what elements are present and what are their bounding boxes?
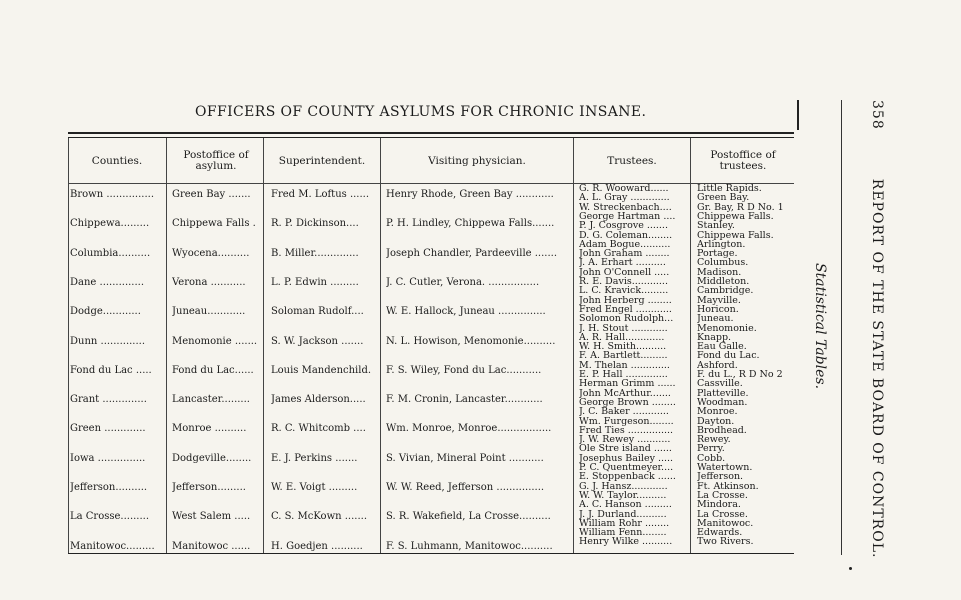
trustee-postoffice: Cobb. (697, 454, 726, 463)
trustee-postoffice: Platteville. (697, 389, 749, 398)
cell-post: Juneau............ (172, 306, 246, 317)
cell-phys: S. R. Wakefield, La Crosse.......... (386, 511, 551, 522)
trustee-name: George Brown ........ (579, 398, 676, 407)
trustee-postoffice: Rewey. (697, 435, 731, 444)
cell-sup: H. Goedjen .......... (271, 541, 363, 552)
trustee-name: D. G. Coleman........ (579, 231, 673, 240)
cell-phys: J. C. Cutler, Verona. ................ (386, 277, 540, 288)
cell-sup: L. P. Edwin ......... (271, 277, 359, 288)
trustee-postoffice: Cassville. (697, 379, 743, 388)
trustee-postoffice: Mindora. (697, 500, 741, 509)
cell-county: Fond du Lac ..... (70, 365, 152, 376)
trustee-postoffice: Madison. (697, 268, 742, 277)
cell-post: West Salem ..... (172, 511, 251, 522)
cell-phys: Henry Rhode, Green Bay ............ (386, 189, 554, 200)
cell-phys: Wm. Monroe, Monroe................. (386, 423, 552, 434)
cell-sup: W. E. Voigt ......... (271, 482, 358, 493)
cell-county: Brown ............... (70, 189, 155, 200)
trustee-name: J. A. Erhart .......... (579, 258, 666, 267)
trustee-name: A. L. Gray ............. (579, 193, 670, 202)
trustee-name: F. A. Bartlett......... (579, 351, 668, 360)
trustee-postoffice: La Crosse. (697, 510, 748, 519)
cell-post: Verona ........... (172, 277, 246, 288)
trustee-postoffice: Monroe. (697, 407, 738, 416)
trustee-name: J. C. Baker ............ (579, 407, 669, 416)
trustee-postoffice: Perry. (697, 444, 725, 453)
page-title: OFFICERS OF COUNTY ASYLUMS FOR CHRONIC INSANE. (195, 104, 647, 120)
running-head-text: REPORT OF THE STATE BOARD OF CONTROL. (869, 178, 885, 559)
column-divider (380, 138, 381, 553)
header-visiting-physician: Visiting physician. (428, 154, 526, 167)
trustee-name: A. C. Hanson ......... (579, 500, 672, 509)
trustee-postoffice: Gr. Bay, R D No. 1 (697, 203, 784, 212)
trustee-postoffice: Two Rivers. (697, 537, 754, 546)
cell-phys: N. L. Howison, Menomonie.......... (386, 336, 556, 347)
cell-post: Jefferson......... (172, 482, 246, 493)
trustee-postoffice: Cambridge. (697, 286, 754, 295)
cell-sup: James Alderson..... (271, 394, 366, 405)
trustee-postoffice: Brodhead. (697, 426, 747, 435)
trustee-name: W. Streckenbach.... (579, 203, 672, 212)
trustee-name: A. R. Hall............. (579, 333, 665, 342)
header-postoffice-asylum: Postoffice of asylum. (183, 149, 249, 172)
trustee-postoffice: Chippewa Falls. (697, 212, 774, 221)
trustee-name: William Fenn........ (579, 528, 667, 537)
section-label: Statistical Tables. (812, 263, 828, 390)
trustee-name: P. C. Quentmeyer.... (579, 463, 674, 472)
page-number: 358 (869, 100, 885, 130)
trustee-name: William Rohr ........ (579, 519, 670, 528)
cell-county: Green ............. (70, 423, 146, 434)
trustee-postoffice: Eau Galle. (697, 342, 747, 351)
cell-sup: Louis Mandenchild. (271, 365, 372, 376)
header-superintendent: Superintendent. (278, 154, 366, 167)
cell-county: La Crosse......... (70, 511, 150, 522)
cell-sup: R. P. Dickinson.... (271, 218, 359, 229)
trustee-name: Herman Grimm ...... (579, 379, 676, 388)
trustee-postoffice: Ashford. (697, 361, 738, 370)
trustee-name: P. J. Cosgrove ....... (579, 221, 668, 230)
header-trustees: Trustees. (607, 154, 657, 167)
cell-county: Chippewa......... (70, 218, 150, 229)
column-divider (690, 138, 691, 553)
trustee-postoffice: Fond du Lac. (697, 351, 760, 360)
trustee-postoffice: Juneau. (697, 314, 734, 323)
trustee-postoffice: Mayville. (697, 296, 741, 305)
cell-post: Chippewa Falls . (172, 218, 256, 229)
margin-rule (797, 100, 799, 130)
cell-county: Grant .............. (70, 394, 147, 405)
cell-county: Jefferson.......... (70, 482, 148, 493)
trustee-name: John O'Connell ..... (579, 268, 670, 277)
trustee-name: Henry Wilke .......... (579, 537, 673, 546)
trustee-name: R. E. Davis............ (579, 277, 668, 286)
trustee-name: Wm. Furgeson........ (579, 417, 674, 426)
trustee-name: Adam Bogue.......... (579, 240, 671, 249)
trustee-name: W. W. Taylor.......... (579, 491, 667, 500)
cell-post: Lancaster......... (172, 394, 250, 405)
margin-rule-long (841, 100, 842, 555)
trustee-postoffice: Green Bay. (697, 193, 750, 202)
cell-phys: F. M. Cronin, Lancaster............ (386, 394, 543, 405)
cell-county: Dodge............ (70, 306, 141, 317)
trustee-postoffice: Menomonie. (697, 324, 757, 333)
trustee-name: Fred Ties ............... (579, 426, 674, 435)
cell-phys: F. S. Wiley, Fond du Lac........... (386, 365, 542, 376)
trustee-name: John McArthur....... (579, 389, 671, 398)
cell-phys: Joseph Chandler, Pardeeville ....... (386, 248, 558, 259)
cell-phys: F. S. Luhmann, Manitowoc.......... (386, 541, 553, 552)
bottom-rule (68, 553, 794, 554)
trustee-name: Ole Stre island ...... (579, 444, 672, 453)
cell-post: Wyocena.......... (172, 248, 250, 259)
trustee-name: W. H. Smith.......... (579, 342, 667, 351)
cell-sup: Fred M. Loftus ...... (271, 189, 370, 200)
header-postoffice-trustees: Postoffice of trustees. (710, 149, 776, 172)
trustee-postoffice: F. du L., R D No 2 (697, 370, 783, 379)
stray-mark (849, 567, 852, 570)
trustee-postoffice: Columbus. (697, 258, 749, 267)
cell-sup: S. W. Jackson ....... (271, 336, 364, 347)
trustee-name: J. H. Stout ............ (579, 324, 668, 333)
top-rule (68, 132, 794, 134)
trustee-name: E. P. Hall .............. (579, 370, 668, 379)
trustee-name: E. Stoppenback ...... (579, 472, 676, 481)
cell-post: Dodgeville........ (172, 453, 252, 464)
cell-county: Dane .............. (70, 277, 145, 288)
trustee-postoffice: Knapp. (697, 333, 732, 342)
cell-county: Manitowoc......... (70, 541, 155, 552)
trustee-name: M. Thelan ............. (579, 361, 670, 370)
column-divider (263, 138, 264, 553)
trustee-name: J. W. Rewey ........... (579, 435, 671, 444)
trustee-name: John Herberg ........ (579, 296, 672, 305)
trustee-postoffice: Ft. Atkinson. (697, 482, 759, 491)
cell-post: Monroe .......... (172, 423, 247, 434)
cell-phys: S. Vivian, Mineral Point ........... (386, 453, 544, 464)
cell-sup: B. Miller.............. (271, 248, 359, 259)
cell-post: Fond du Lac...... (172, 365, 254, 376)
trustee-postoffice: Middleton. (697, 277, 750, 286)
trustee-postoffice: Edwards. (697, 528, 743, 537)
trustee-name: Fred Engel ............ (579, 305, 672, 314)
cell-post: Menomonie ....... (172, 336, 258, 347)
top-rule-thin (68, 137, 794, 138)
cell-phys: P. H. Lindley, Chippewa Falls....... (386, 218, 555, 229)
trustee-postoffice: Dayton. (697, 417, 735, 426)
trustee-name: George Hartman .... (579, 212, 676, 221)
trustee-name: Josephus Bailey ..... (579, 454, 674, 463)
trustee-name: G. J. Hansz............ (579, 482, 668, 491)
cell-county: Columbia.......... (70, 248, 151, 259)
trustee-name: J. J. Durland.......... (579, 510, 667, 519)
cell-county: Iowa ............... (70, 453, 146, 464)
trustee-postoffice: Portage. (697, 249, 738, 258)
header-counties: Counties. (91, 154, 143, 167)
trustee-postoffice: Arlington. (697, 240, 746, 249)
cell-sup: C. S. McKown ....... (271, 511, 367, 522)
trustee-name: L. C. Kravick......... (579, 286, 669, 295)
trustee-postoffice: Little Rapids. (697, 184, 762, 193)
cell-sup: R. C. Whitcomb .... (271, 423, 366, 434)
table-border-left (68, 138, 69, 553)
cell-sup: Soloman Rudolf.... (271, 306, 364, 317)
column-divider (573, 138, 574, 553)
trustee-postoffice: Horicon. (697, 305, 739, 314)
running-head (869, 100, 885, 558)
trustee-postoffice: La Crosse. (697, 491, 748, 500)
cell-post: Green Bay ....... (172, 189, 251, 200)
cell-phys: W. W. Reed, Jefferson ............... (386, 482, 545, 493)
trustee-postoffice: Watertown. (697, 463, 753, 472)
cell-county: Dunn .............. (70, 336, 146, 347)
trustee-postoffice: Woodman. (697, 398, 748, 407)
trustee-postoffice: Stanley. (697, 221, 735, 230)
cell-post: Manitowoc ...... (172, 541, 251, 552)
trustee-postoffice: Manitowoc. (697, 519, 754, 528)
trustee-name: G. R. Wooward...... (579, 184, 669, 193)
trustee-postoffice: Jefferson. (697, 472, 744, 481)
cell-phys: W. E. Hallock, Juneau ............... (386, 306, 546, 317)
trustee-name: Solomon Rudolph... (579, 314, 674, 323)
trustee-name: John Graham ........ (579, 249, 670, 258)
trustee-postoffice: Chippewa Falls. (697, 231, 774, 240)
column-divider (166, 138, 167, 553)
cell-sup: E. J. Perkins ....... (271, 453, 358, 464)
